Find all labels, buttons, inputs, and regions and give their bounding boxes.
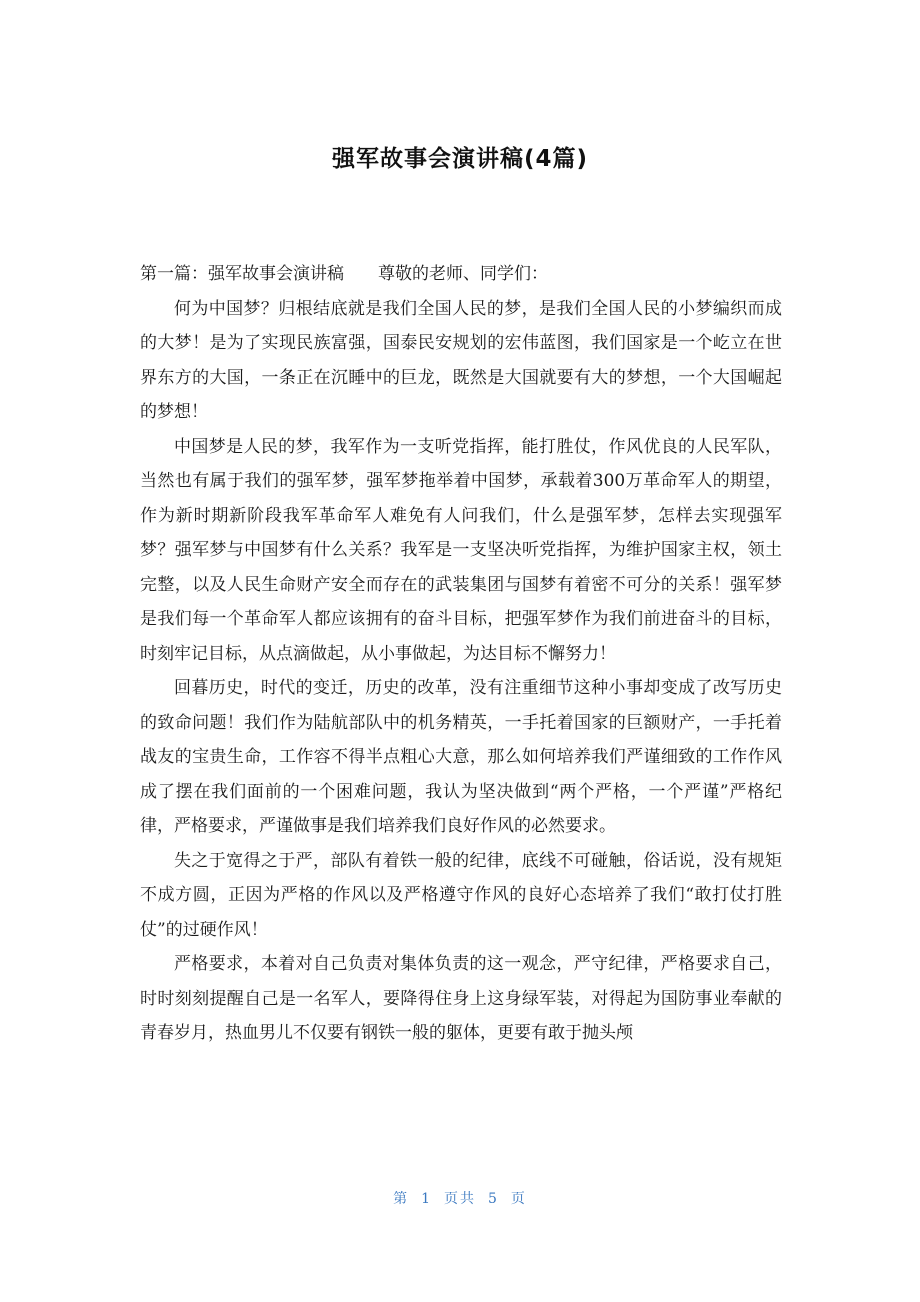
document-title: 强军故事会演讲稿(4篇) <box>331 146 589 172</box>
intro-line: 第一篇：强军故事会演讲稿 尊敬的老师、同学们： <box>140 264 548 284</box>
page-footer <box>0 1188 920 1208</box>
paragraph: 严格要求，本着对自己负责对集体负责的这一观念，严守纪律，严格要求自己，时时刻刻提醒自己是一名军人，要降得住身上这身绿军装，对得起为国防事业奉献的青春岁月，热血男儿不仅要有钢铁一般的躯体，更要有敢于抛头颅 <box>140 954 782 1043</box>
total-pages-number: 5 <box>488 1191 499 1207</box>
paragraph: 失之于宽得之于严，部队有着铁一般的纪律，底线不可碰触，俗话说，没有规矩不成方圆，正因为严格的作风以及严格遵守作风的良好心态培养了我们“敢打仗打胜仗”的过硬作风！ <box>140 850 782 940</box>
footer-prefix: 第 <box>393 1191 410 1207</box>
current-page-number: 1 <box>421 1191 432 1207</box>
footer-middle: 页共 <box>444 1191 476 1207</box>
paragraph: 回暮历史，时代的变迁，历史的改革，没有注重细节这种小事却变成了改写历史的致命问题！我们作为陆航部队中的机务精英，一手托着国家的巨额财产，一手托着战友的宝贵生命，工作容不得半点粗心大意，那么如何培养我们严谨细致的工作作风成了摆在我们面前的一个困难问题，我认为坚决做到“两个严格，一个严谨”严格纪律，严格要求，严谨做事是我们培养我们良好作风的必然要求。 <box>140 678 782 836</box>
document-body <box>140 257 782 1051</box>
paragraph: 中国梦是人民的梦，我军作为一支听党指挥，能打胜仗，作风优良的人民军队，当然也有属于我们的强军梦，强军梦拖举着中国梦，承载着300万革命军人的期望，作为新时期新阶段我军革命军人难免有人问我们，什么是强军梦，怎样去实现强军梦？强军梦与中国梦有什么关系？我军是一支坚决听党指挥，为维护国家主权，领土完整，以及人民生命财产安全而存在的武装集团与国梦有着密不可分的关系！强军梦是我们每一个革命军人都应该拥有的奋斗目标，把强军梦作为我们前进奋斗的目标，时刻牢记目标，从点滴做起，从小事做起，为达目标不懈努力！ <box>140 436 782 664</box>
paragraph: 何为中国梦？归根结底就是我们全国人民的梦，是我们全国人民的小梦编织而成的大梦！是为了实现民族富强，国泰民安规划的宏伟蓝图，我们国家是一个屹立在世界东方的大国，一条正在沉睡中的巨龙，既然是大国就要有大的梦想，一个大国崛起的梦想！ <box>140 298 782 422</box>
footer-suffix: 页 <box>510 1191 527 1207</box>
